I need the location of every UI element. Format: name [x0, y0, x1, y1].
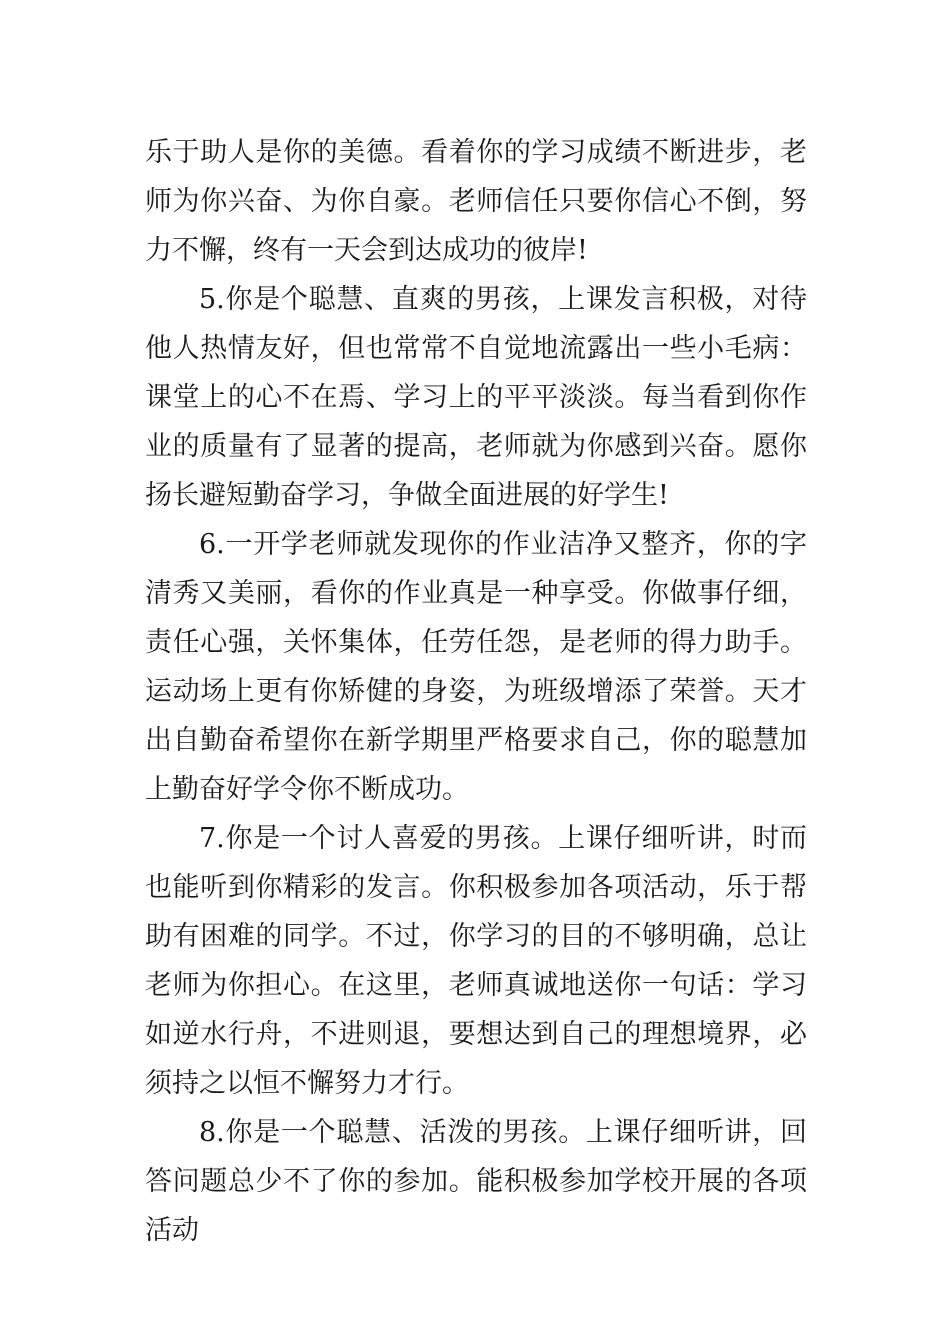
paragraph-item-7: 7.你是一个讨人喜爱的男孩。上课仔细听讲，时而也能听到你精彩的发言。你积极参加各项活动，乐于帮助有困难的同学。不过，你学习的目的不够明确，总让老师为你担心。在这里，老师真诚地送你一句话：学习如逆水行舟，不进则退，要想达到自己的理想境界，必须持之以恒不懈努力才行。	[145, 823, 807, 1099]
paragraph-continuation: 乐于助人是你的美德。看着你的学习成绩不断进步，老师为你兴奋、为你自豪。老师信任只要你信心不倒，努力不懈，终有一天会到达成功的彼岸!	[145, 137, 807, 266]
paragraph-item-8: 8.你是一个聪慧、活泼的男孩。上课仔细听讲，回答问题总少不了你的参加。能积极参加学校开展的各项活动	[145, 1117, 807, 1246]
paragraph-item-6: 6.一开学老师就发现你的作业洁净又整齐，你的字清秀又美丽，看你的作业真是一种享受。你做事仔细，责任心强，关怀集体，任劳任怨，是老师的得力助手。运动场上更有你矫健的身姿，为班级增添了荣誉。天才出自勤奋希望你在新学期里严格要求自己，你的聪慧加上勤奋好学令你不断成功。	[145, 529, 807, 805]
document-body	[145, 128, 807, 1255]
paragraph-item-5: 5.你是个聪慧、直爽的男孩，上课发言积极，对待他人热情友好，但也常常不自觉地流露出一些小毛病：课堂上的心不在焉、学习上的平平淡淡。每当看到你作业的质量有了显著的提高，老师就为你感到兴奋。愿你扬长避短勤奋学习，争做全面进展的好学生!	[145, 284, 807, 511]
